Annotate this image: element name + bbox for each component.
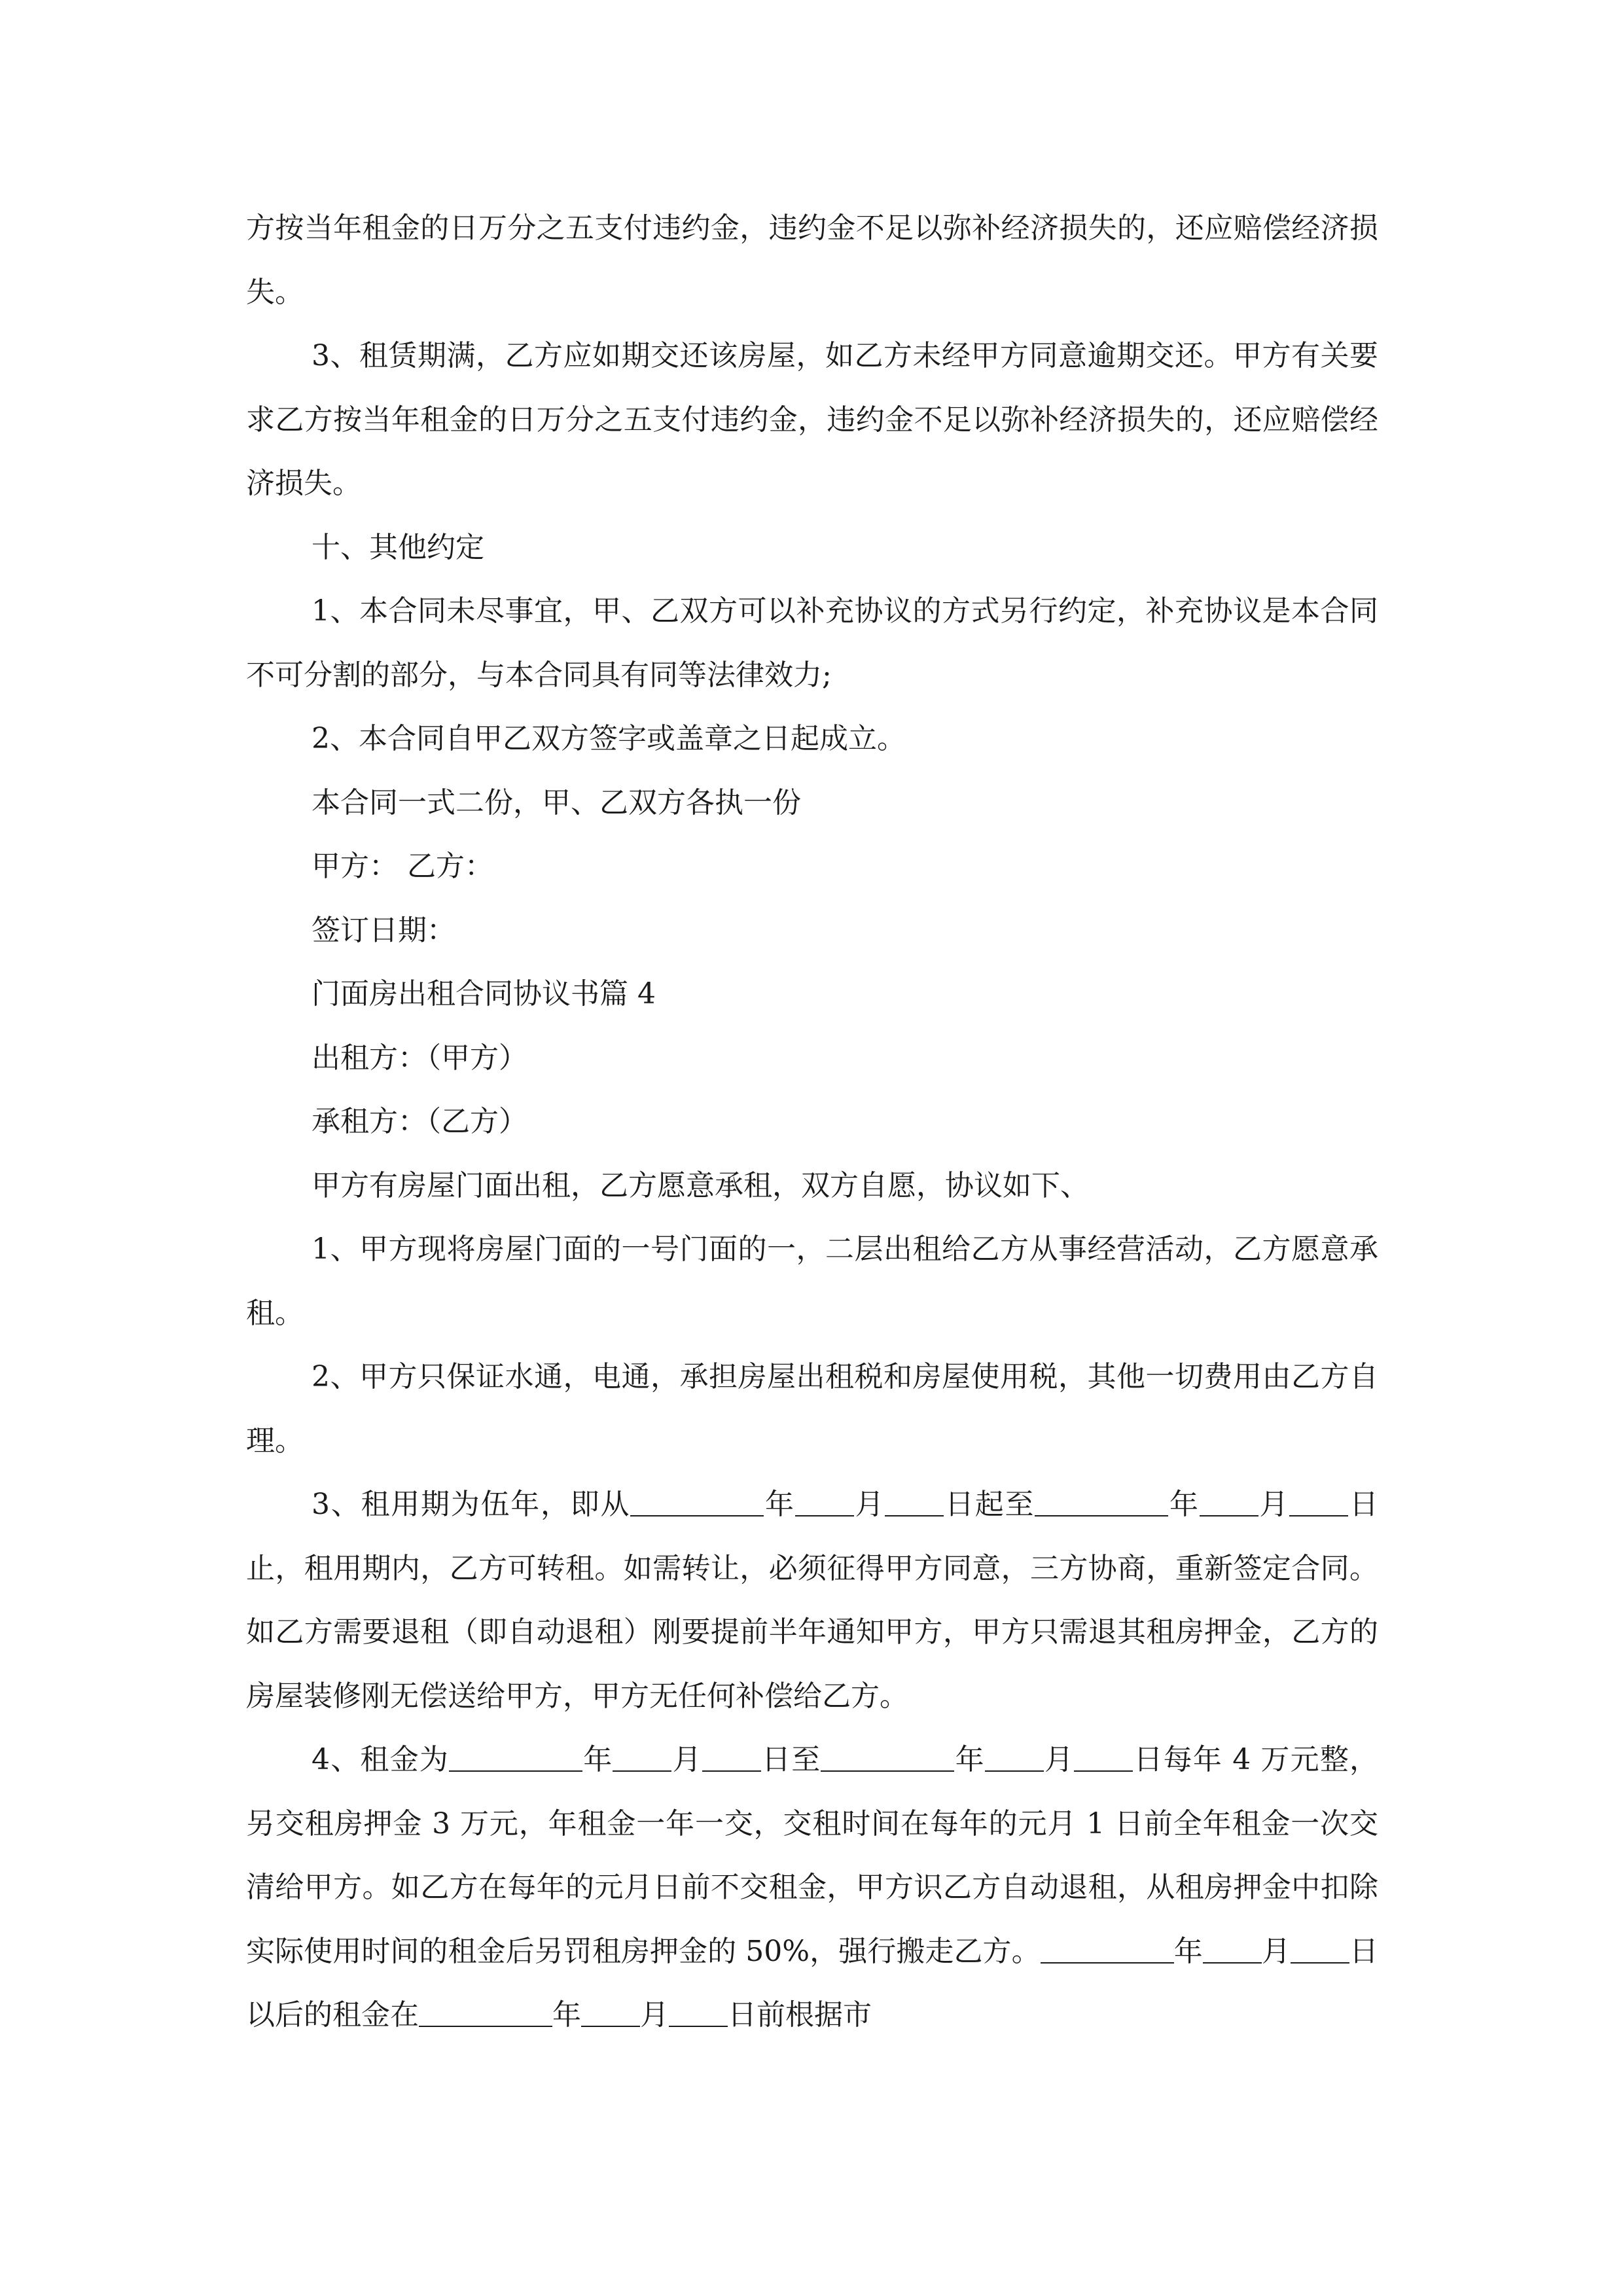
- clause-text: 日每年 4 万元整，另交租房押金 3 万元，年租金一年一交，交租时间在每年的元月 1 日前全年租金一次交清给甲方。如乙方在每年的元月日前不交租金，甲方识乙方自动退租，从租房押金中扣除实际使用时间的租金后另罚租房押金的 50%，强行搬走乙方。: [246, 1743, 1379, 1968]
- blank-day-field: [1289, 1489, 1348, 1516]
- paragraph-clause-4-rent: [246, 1728, 1378, 2047]
- blank-year-field: [630, 1489, 764, 1516]
- clause-text: 月: [853, 1488, 885, 1521]
- blank-month-field: [1200, 1489, 1258, 1516]
- lessee-line: 承租方：（乙方）: [312, 1105, 527, 1138]
- clause-text: 年: [764, 1488, 795, 1521]
- paragraph-clause-3-term: [246, 1473, 1378, 1728]
- blank-month-field: [795, 1489, 854, 1516]
- clause-text: 年: [552, 1998, 581, 2032]
- clause-text: 日止，租用期内，乙方可转租。如需转让，必须征得甲方同意，三方协商，重新签定合同。如乙方需要退租（即自动退租）刚要提前半年通知甲方，甲方只需退其租房押金，乙方的房屋装修刚无偿送给甲方，甲方无任何补偿给乙方。: [246, 1488, 1378, 1713]
- blank-day-field: [1074, 1744, 1133, 1772]
- blank-month-field: [985, 1744, 1044, 1772]
- clause-text: 日起至: [944, 1488, 1035, 1521]
- paragraph-clause-2-utilities: 2、甲方只保证水通，电通，承担房屋出租税和房屋使用税，其他一切费用由乙方自理。: [246, 1360, 1378, 1458]
- clause-text: 3、租用期为伍年，即从: [312, 1488, 631, 1521]
- contract-title: 门面房出租合同协议书篇 4: [312, 977, 656, 1011]
- paragraph-penalty-continuation: 方按当年租金的日万分之五支付违约金，违约金不足以弥补经济损失的，还应赔偿经济损失。: [246, 211, 1378, 309]
- clause-text: 日以后的租金在: [246, 1934, 1379, 2032]
- paragraph-copies: 本合同一式二份，甲、乙双方各执一份: [312, 785, 801, 819]
- clause-text: 月: [1043, 1743, 1075, 1776]
- clause-text: 日前根据市: [728, 1998, 872, 2032]
- blank-day-field: [885, 1489, 944, 1516]
- clause-text: 月: [671, 1743, 702, 1776]
- clause-text: 4、租金为: [312, 1743, 450, 1776]
- blank-month-field: [581, 2000, 640, 2027]
- clause-text: 月: [640, 1998, 669, 2032]
- blank-day-field: [702, 1744, 761, 1772]
- document-body: [246, 196, 1378, 2047]
- clause-text: 日至: [760, 1743, 821, 1776]
- blank-month-field: [1203, 1936, 1262, 1964]
- blank-year-field: [419, 2000, 552, 2027]
- section-heading-other-terms: 十、其他约定: [312, 530, 484, 564]
- clause-text: 年: [1173, 1934, 1203, 1968]
- clause-text: 月: [1258, 1488, 1290, 1521]
- blank-month-field: [613, 1744, 671, 1772]
- blank-day-field: [669, 2000, 728, 2027]
- blank-year-field: [449, 1744, 582, 1772]
- paragraph-contract-effective: 2、本合同自甲乙双方签字或盖章之日起成立。: [312, 722, 906, 755]
- paragraph-clause-1-premises: 1、甲方现将房屋门面的一号门面的一，二层出租给乙方从事经营活动，乙方愿意承租。: [246, 1232, 1378, 1330]
- clause-text: 年: [954, 1743, 985, 1776]
- blank-year-field: [1035, 1489, 1168, 1516]
- signature-parties-line: 甲方： 乙方：: [312, 850, 493, 883]
- lessor-line: 出租方：（甲方）: [312, 1041, 527, 1075]
- blank-year-field: [1041, 1936, 1174, 1964]
- blank-day-field: [1291, 1936, 1349, 1964]
- clause-text: 月: [1261, 1934, 1291, 1968]
- paragraph-supplementary-agreement: 1、本合同未尽事宜，甲、乙双方可以补充协议的方式另行约定，补充协议是本合同不可分割的部分，与本合同具有同等法律效力;: [246, 594, 1378, 692]
- signing-date-line: 签订日期：: [312, 913, 455, 947]
- blank-year-field: [821, 1744, 954, 1772]
- clause-text: 年: [582, 1743, 613, 1776]
- agreement-intro: 甲方有房屋门面出租，乙方愿意承租，双方自愿，协议如下、: [312, 1168, 1089, 1202]
- paragraph-clause-3-lease-expiry: 3、租赁期满，乙方应如期交还该房屋，如乙方未经甲方同意逾期交还。甲方有关要求乙方按当年租金的日万分之五支付违约金，违约金不足以弥补经济损失的，还应赔偿经济损失。: [246, 339, 1378, 500]
- clause-text: 年: [1168, 1488, 1200, 1521]
